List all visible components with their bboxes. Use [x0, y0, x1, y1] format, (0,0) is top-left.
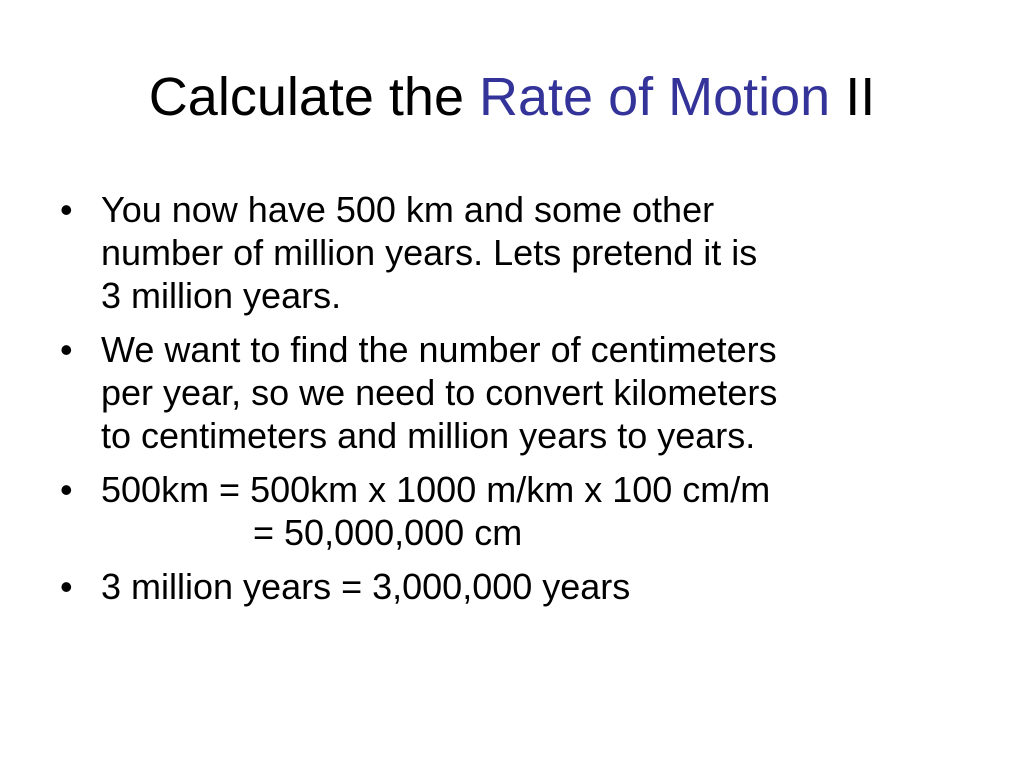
bullet-item — [60, 188, 980, 317]
bullet-marker: • — [60, 189, 73, 230]
bullet-item — [60, 328, 980, 457]
title-highlight: Rate of Motion — [479, 67, 831, 127]
title-suffix: II — [830, 67, 876, 127]
bullet-line: 3 million years = 3,000,000 years — [101, 566, 631, 607]
slide-title — [0, 62, 1024, 132]
bullet-line: We want to find the number of centimeters — [101, 329, 777, 370]
bullet-item — [60, 468, 980, 554]
bullet-line-indented: = 50,000,000 cm — [253, 512, 523, 553]
bullet-list — [60, 188, 980, 619]
title-prefix: Calculate the — [148, 67, 479, 127]
bullet-item — [60, 565, 980, 608]
bullet-line: 500km = 500km x 1000 m/km x 100 cm/m — [101, 469, 771, 510]
bullet-line: 3 million years. — [101, 275, 342, 316]
bullet-marker: • — [60, 329, 73, 370]
bullet-line: You now have 500 km and some other — [101, 189, 715, 230]
bullet-line: per year, so we need to convert kilometers — [101, 372, 778, 413]
bullet-line: to centimeters and million years to years. — [101, 415, 756, 456]
bullet-line: number of million years. Lets pretend it is — [101, 232, 758, 273]
bullet-marker: • — [60, 566, 73, 607]
bullet-marker: • — [60, 469, 73, 510]
